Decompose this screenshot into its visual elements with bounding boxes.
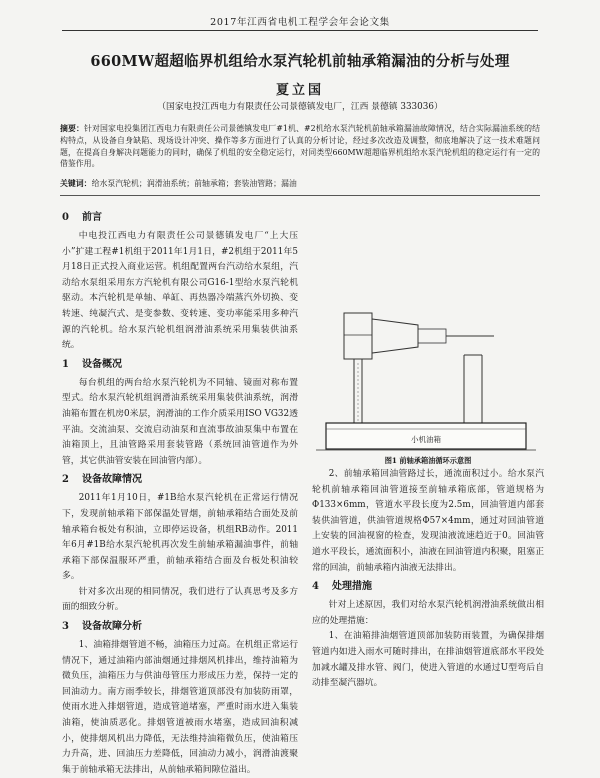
- section-heading-analysis: 3 设备故障分析: [62, 621, 142, 633]
- keywords-label: 关键词：: [60, 179, 92, 188]
- paragraph: 每台机组的两台给水泵汽轮机为不同轴、镜面对称布置型式。给水泵汽轮机组润滑油系统采用集装供油系统，润滑油箱布置在机房0米层，润滑油的工作介质采用ISO VG32透平油。交流油泵、交流启动油泵和直流事故油泵集中布置在油箱顶上，且油管路采用套装管路（系统回油管道作为外管，其它供油管安装在回油管内部）。: [62, 377, 298, 466]
- right-column-bottom: [312, 467, 544, 692]
- paragraph: 2、前轴承箱回油管路过长，通流面积过小。给水泵汽轮机前轴承箱回油管道接至前轴承箱底部，管道规格为Φ133×6mm，管道水平段长度为2.5m，回油管道内部套装供油管道，供油管道规格Φ57×4mm，通过对回油管道上安装的回油视窗的检查，发现油液流速趋近于0。回油管道水平段长，通流面积小，油液在回油管道内积聚，阻塞正常的回油，前轴承箱内油液无法排出。: [312, 469, 544, 573]
- keywords: [60, 178, 540, 190]
- tank-label: 小机油箱: [411, 435, 441, 444]
- left-column: [62, 207, 298, 778]
- paragraph: 中电投江西电力有限责任公司景德镇发电厂“上大压小”扩建工程#1机组于2011年1月1日，#2机组于2011年5月18日正式投入商业运营。机组配置两台汽动给水泵组，汽动给水泵组采用东方汽轮机有限公司G16-1型给水泵汽轮机驱动。本汽轮机是单轴、单缸、再热器冷端蒸汽外切换、变转速、纯凝汽式、是变参数、变转速、变功率能采用多种汽源的汽轮机。给水泵汽轮机组润滑油系统采用集装供油系统。: [62, 231, 298, 351]
- section-heading-fault: 2 设备故障情况: [62, 474, 142, 486]
- paragraph: 针对上述原因，我们对给水泵汽轮机润滑油系统做出相应的处理措施：: [312, 600, 544, 626]
- abstract-text: 针对国家电投集团江西电力有限责任公司景德镇发电厂#1机、#2机给水泵汽轮机前轴承箱漏油故障情况，结合实际漏油系统的结构特点，从设备自身缺陷、现场设计冲突、操作等多方面进行了认真的分析讨论，经过多次改造及调整，彻底地解决了这一技术难题问题，在提高自身解决问题能力的同时，确保了机组的安全稳定运行，对同类型660MW超超临界机组给水泵汽轮机组的稳定运行有一定的借鉴作用。: [60, 124, 540, 169]
- running-header: 2017年江西省电机工程学会年会论文集: [62, 14, 538, 31]
- abstract-label: 摘要：: [60, 124, 85, 133]
- divider: [60, 195, 540, 196]
- author: 夏立国: [275, 83, 324, 98]
- section-heading-preface: 0 前言: [62, 212, 102, 223]
- paragraph: 2011年1月10日，#1B给水泵汽轮机在正常运行情况下，发现前轴承箱下部保温处冒烟，前轴承箱结合面处及前轴承箱台板处有积油，立即停运设备，机组RB动作。2011年6月#1B给水泵汽轮机再次发生前轴承箱漏油事件，前轴承箱下部保温服环严重，前轴承箱结合面及台板处积油较多。: [62, 493, 298, 582]
- keywords-text: 给水泵汽轮机；润滑油系统；前轴承箱；套装油管路；漏油: [91, 179, 297, 188]
- affiliation: （国家电投江西电力有限责任公司景德镇发电厂，江西 景德镇 333036）: [157, 102, 443, 112]
- abstract: [60, 123, 540, 170]
- oil-circulation-figure: [314, 305, 542, 453]
- paragraph: 1、在油箱排油烟管道顶部加装防雨装置，为确保排烟管道内如进入雨水可随时排出，在排油烟管道底部水平段处加减水罐及排水管、阀门，使进入管道的水通过U型弯后自动排至凝汽器坑。: [312, 631, 544, 689]
- paragraph: 针对多次出现的相同情况，我们进行了认真思考及多方面的细致分析。: [62, 586, 298, 613]
- paragraph: 1、油箱排烟管道不畅，油箱压力过高。在机组正常运行情况下，通过油箱内部油烟通过排烟风机排出，维持油箱为微负压，油箱压力与供油母管压力形成压力差，保持一定的回油动力。南方雨季较长，排烟管道顶部没有加装防雨罩，使雨水进入排烟管道，造成管道堵塞，严重时雨水进入集装油箱，使油质恶化。排烟管道被雨水堵塞，造成回油积减小，使排烟风机出力降低，无法维持油箱微负压，使油箱压力升高，进、回油压力差降低，回油动力减小，润滑油渡聚集于前轴承箱无法排出，从前轴承箱间隙位溢出。: [62, 640, 298, 775]
- section-heading-measures: 4 处理措施: [312, 581, 372, 593]
- figure-caption: 图1 前轴承箱油循环示意图: [384, 456, 472, 465]
- section-heading-overview: 1 设备概况: [62, 358, 122, 370]
- paper-title: 660MW超超临界机组给水泵汽轮机前轴承箱漏油的分析与处理: [90, 53, 510, 70]
